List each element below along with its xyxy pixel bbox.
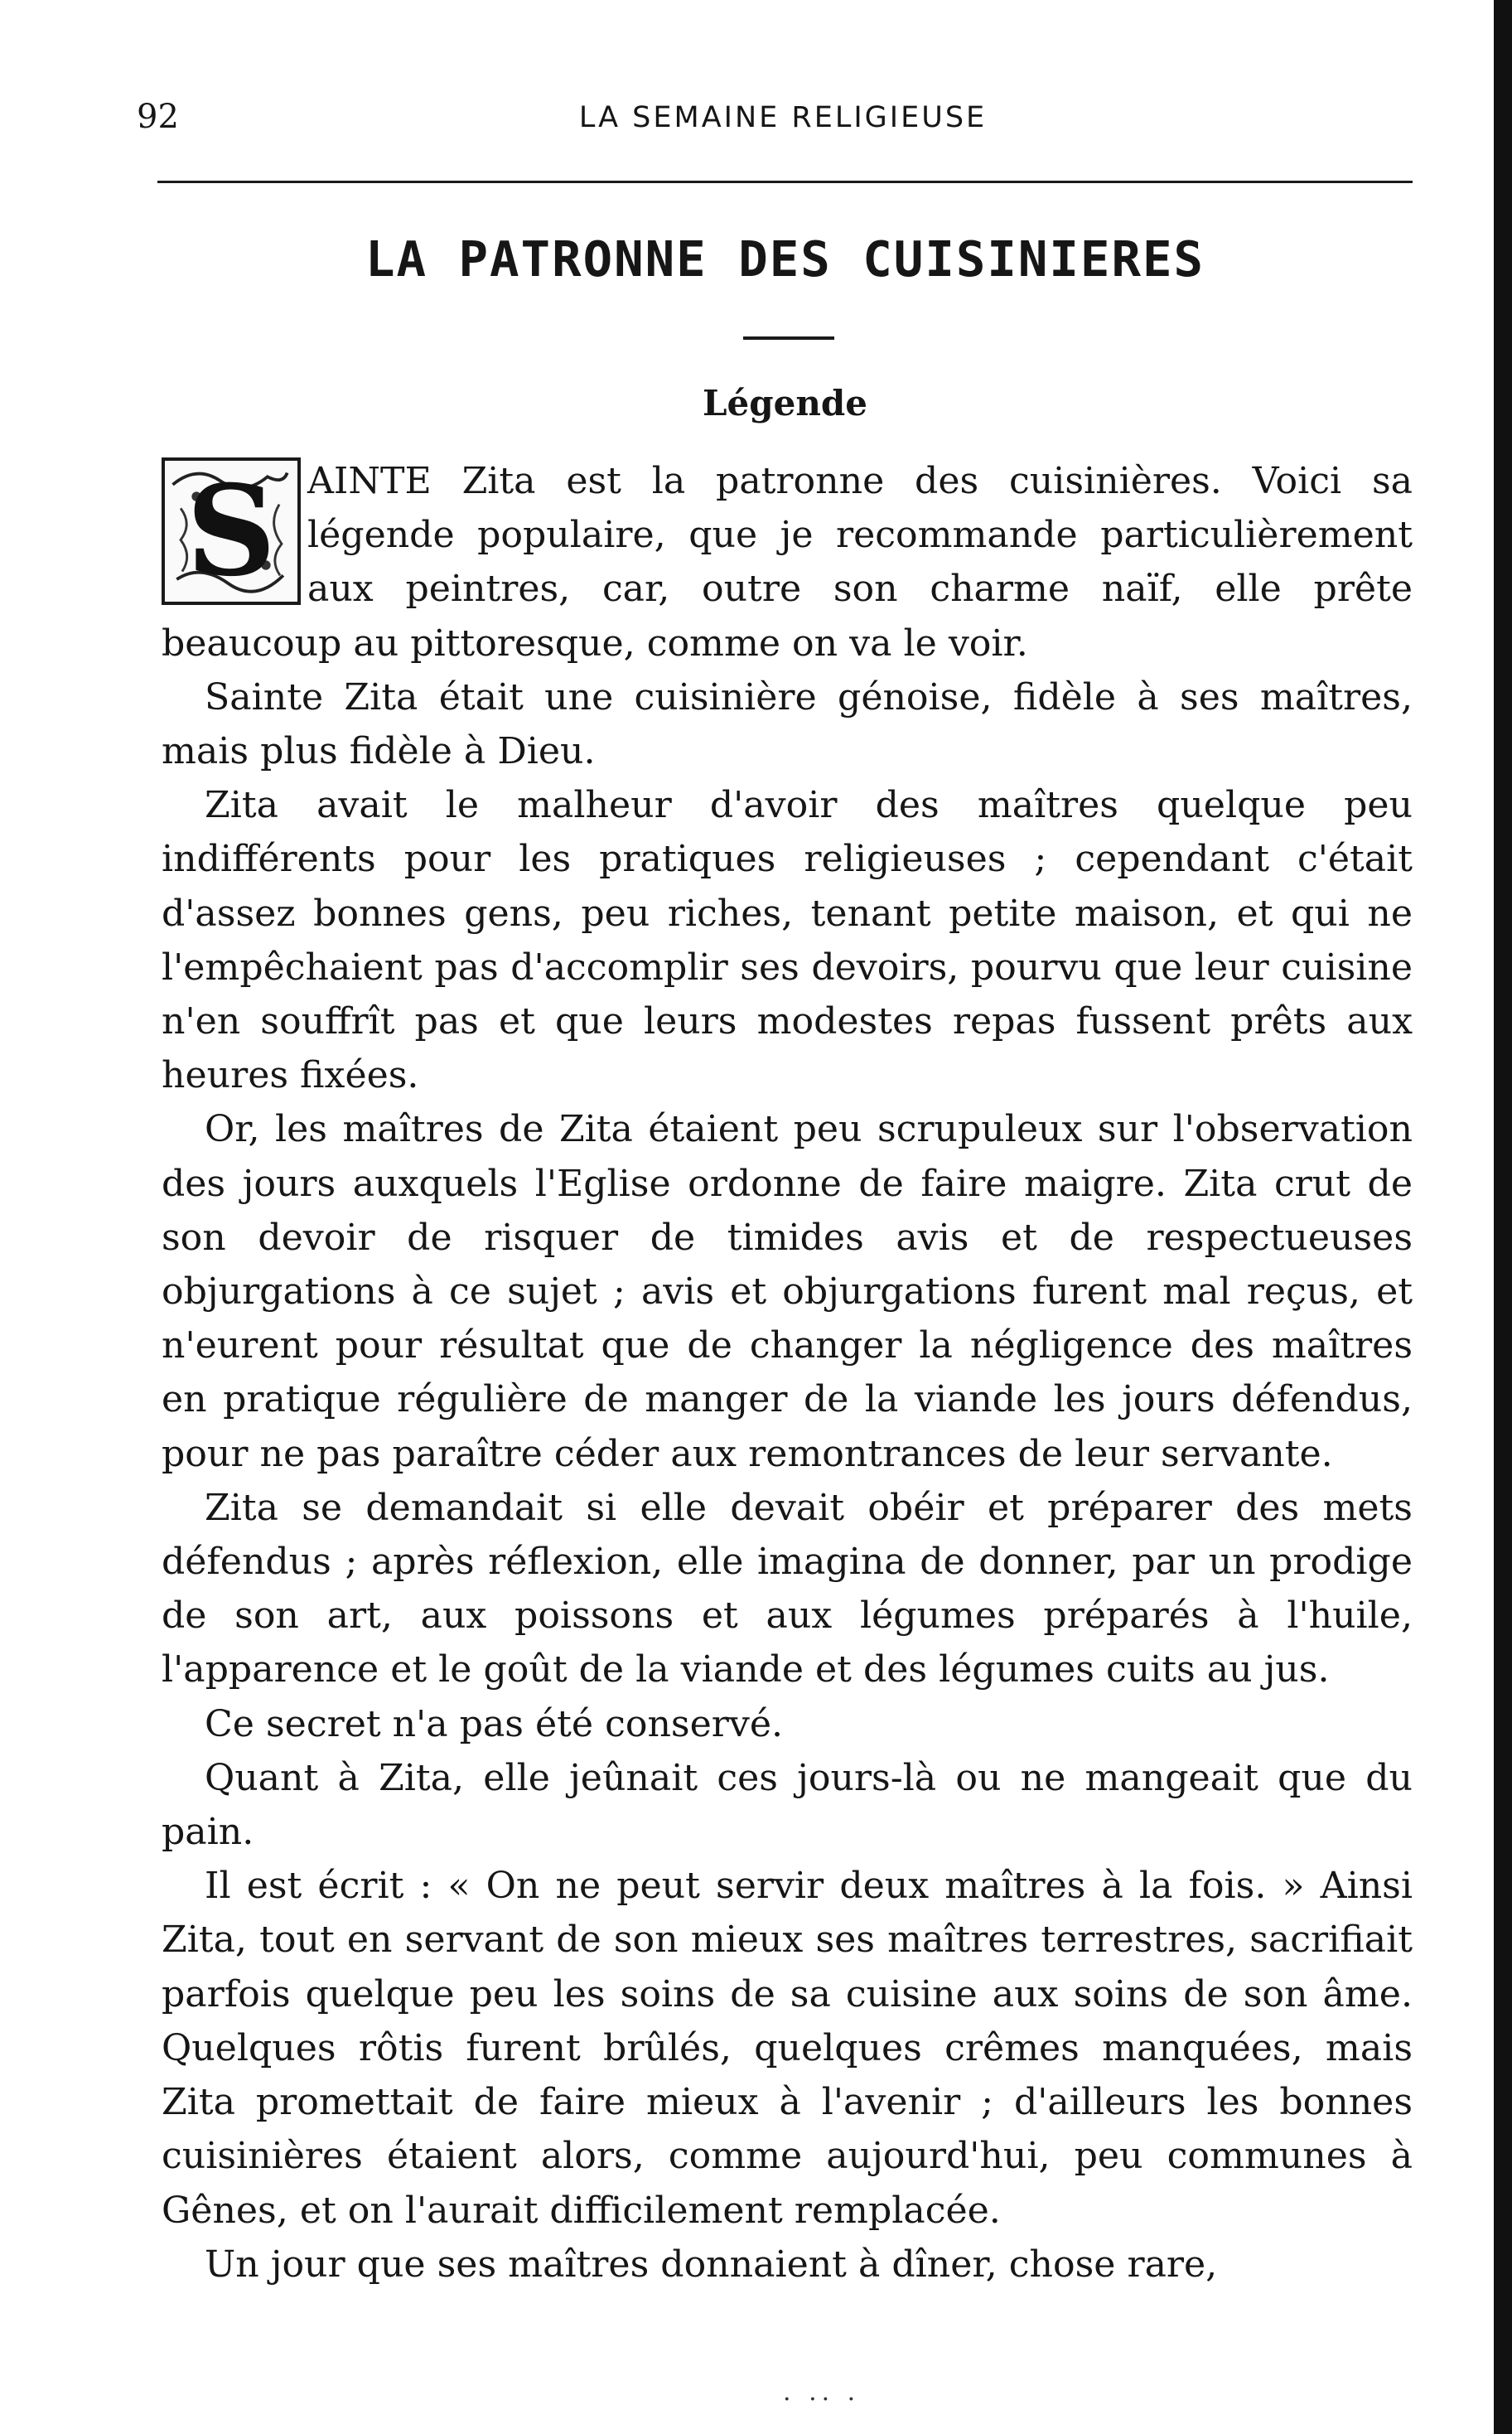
paragraph: Ce secret n'a pas été conservé. bbox=[205, 1702, 784, 1745]
paragraph-text: AINTE Zita est la patronne des cuisinières. Voici sa légende populaire, que je recommande particulièrement aux peintres, car, outre son charme naïf, elle prête beaucoup au pittoresque, comme on va le voir. bbox=[162, 460, 1413, 665]
running-head: LA SEMAINE RELIGIEUSE bbox=[578, 101, 988, 134]
header-rule bbox=[157, 181, 1413, 183]
paragraph: Quant à Zita, elle jeûnait ces jours-là ou ne mangeait que du pain. bbox=[162, 1756, 1413, 1854]
page-number: 92 bbox=[137, 98, 179, 136]
paragraph: Or, les maîtres de Zita étaient peu scrupuleux sur l'observation des jours auxquels l'Eglise ordonne de faire maigre. Zita crut de son devoir de risquer de timides avis et de respectueuses objurgations à ce sujet ; avis et objurgations furent mal reçus, et n'eurent pour résultat que de changer la négligence des maîtres en pratique régulière de manger de la viande les jours défendus, pour ne pas paraître céder aux remontrances de leur servante. bbox=[162, 1108, 1413, 1475]
dropcap-ornament bbox=[162, 457, 301, 605]
paragraph: Zita avait le malheur d'avoir des maîtres quelque peu indifférents pour les pratiques religieuses ; cependant c'était d'assez bonnes gens, peu riches, tenant petite maison, et qui ne l'empêchaient pas d'accomplir ses devoirs, pourvu que leur cuisine n'en souffrît pas et que leurs modestes repas fussent prêts aux heures fixées. bbox=[162, 784, 1413, 1097]
paragraph: Un jour que ses maîtres donnaient à dîner, chose rare, bbox=[205, 2243, 1218, 2286]
dropcap-letter: S bbox=[186, 458, 277, 604]
scan-edge bbox=[1494, 0, 1512, 2434]
page-header bbox=[137, 98, 1408, 156]
paragraph: Il est écrit : « On ne peut servir deux maîtres à la fois. » Ainsi Zita, tout en servant de son mieux ses maîtres terrestres, sacrifiait parfois quelque peu les soins de sa cuisine aux soins de son âme. Quelques rôtis furent brûlés, quelques crêmes manquées, mais Zita promettait de faire mieux à l'avenir ; d'ailleurs les bonnes cuisinières étaient alors, comme aujourd'hui, peu communes à Gênes, et on l'aurait difficilement remplacée. bbox=[162, 1865, 1413, 2232]
title-divider bbox=[743, 336, 834, 340]
paragraph: Sainte Zita était une cuisinière génoise, fidèle à ses maîtres, mais plus fidèle à Dieu. bbox=[162, 675, 1413, 773]
footer-marks: · ·· · bbox=[783, 2385, 861, 2414]
paragraph bbox=[162, 454, 1413, 670]
article-body bbox=[162, 454, 1413, 2291]
paragraph: Zita se demandait si elle devait obéir et préparer des mets défendus ; après réflexion, elle imagina de donner, par un prodige de son art, aux poissons et aux légumes préparés à l'huile, l'apparence et le goût de la viande et des légumes cuits au jus. bbox=[162, 1486, 1413, 1691]
article-subtitle: Légende bbox=[703, 383, 867, 423]
article-title: LA PATRONNE DES CUISINIERES bbox=[365, 230, 1205, 288]
